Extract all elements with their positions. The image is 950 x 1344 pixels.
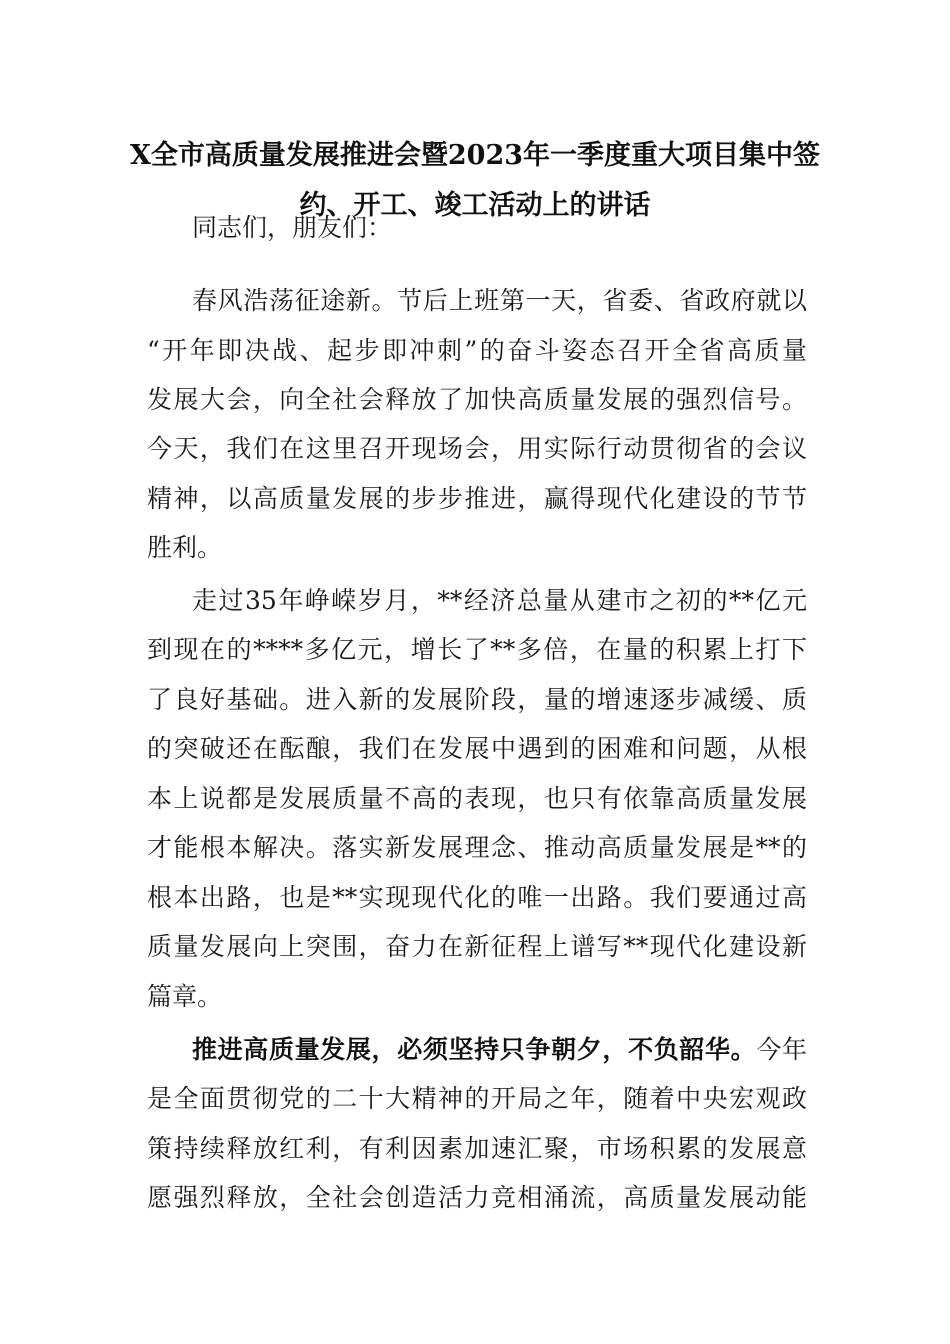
greeting: 同志们，朋友们： (192, 213, 393, 242)
document-title-line-2: 约、开工、竣工活动上的讲话 (299, 190, 651, 221)
paragraph-1-line: 精神，以高质量发展的步步推进，赢得现代化建设的节节 (147, 484, 807, 513)
paragraph-3-line: 策持续释放红利，有利因素加速汇聚，市场积累的发展意 (147, 1134, 807, 1163)
paragraph-3-line: 是全面贯彻党的二十大精神的开局之年，随着中央宏观政 (147, 1084, 807, 1113)
paragraph-2-line: 走过35年峥嵘岁月，**经济总量从建市之初的**亿元 (192, 586, 807, 615)
paragraph-3-line: 愿强烈释放，全社会创造活力竞相涌流，高质量发展动能 (147, 1183, 807, 1212)
paragraph-2-line: 质量发展向上突围，奋力在新征程上谱写**现代化建设新 (147, 932, 807, 961)
paragraph-3-first-line (192, 1032, 807, 1068)
paragraph-2-line: 了良好基础。进入新的发展阶段，量的增速逐步减缓、质 (147, 685, 807, 714)
paragraph-3-lead-rest: 今年 (756, 1035, 807, 1064)
paragraph-2-line: 的突破还在酝酿，我们在发展中遇到的困难和问题，从根 (147, 734, 807, 763)
document-title-line-1: X全市高质量发展推进会暨2023年一季度重大项目集中签 (129, 140, 821, 171)
paragraph-1-line: 今天，我们在这里召开现场会，用实际行动贯彻省的会议 (147, 434, 807, 463)
paragraph-1-line: 春风浩荡征途新。节后上班第一天，省委、省政府就以 (192, 286, 807, 315)
paragraph-2-line: 才能根本解决。落实新发展理念、推动高质量发展是**的 (147, 833, 807, 862)
paragraph-2-line: 到现在的****多亿元，增长了**多倍，在量的积累上打下 (147, 635, 807, 664)
paragraph-2-line: 篇章。 (147, 982, 223, 1011)
paragraph-1-line: 胜利。 (147, 533, 223, 562)
paragraph-3-bold-lead: 推进高质量发展，必须坚持只争朝夕，不负韶华。 (192, 1035, 757, 1064)
paragraph-1-line: “开年即决战、起步即冲刺”的奋斗姿态召开全省高质量 (147, 336, 807, 365)
paragraph-1-line: 发展大会，向全社会释放了加快高质量发展的强烈信号。 (147, 385, 807, 414)
paragraph-2-line: 本上说都是发展质量不高的表现，也只有依靠高质量发展 (147, 784, 807, 813)
paragraph-2-line: 根本出路，也是**实现现代化的唯一出路。我们要通过高 (147, 883, 807, 912)
